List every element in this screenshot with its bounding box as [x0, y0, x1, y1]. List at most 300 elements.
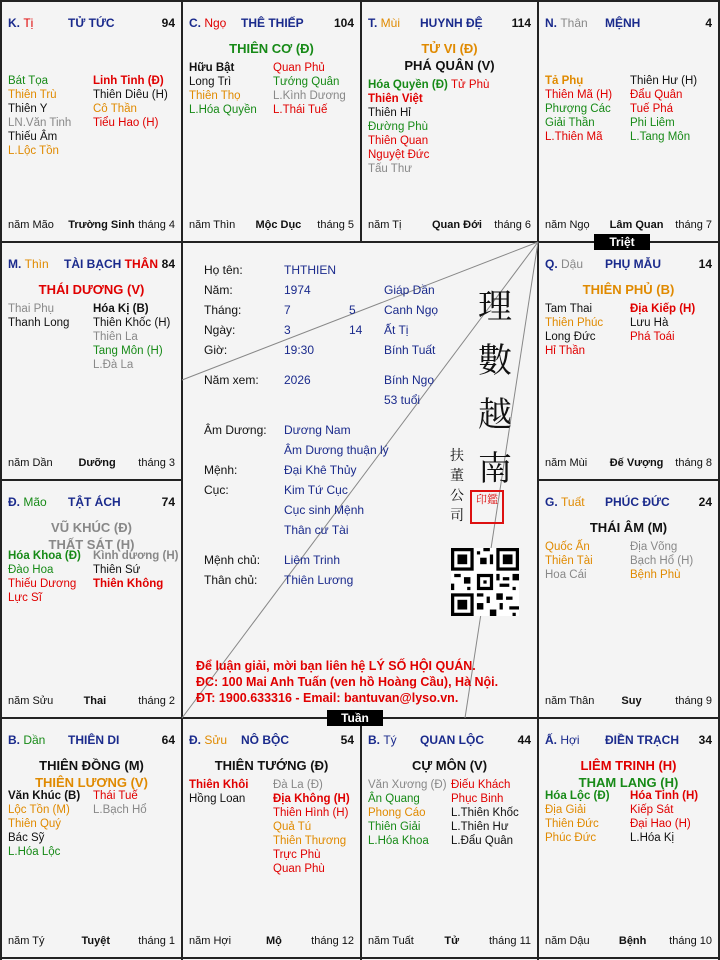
minor-star: Phượng Các: [545, 103, 611, 115]
main-star: THIÊN TƯỚNG (Đ): [214, 758, 329, 773]
palace-number: 34: [698, 733, 712, 747]
branch-prefix: B.: [368, 733, 384, 747]
minor-star: Giải Thần: [545, 117, 595, 129]
minor-star: L.Lộc Tồn: [8, 145, 59, 157]
minor-star: Thiên Thương: [273, 835, 347, 847]
palace-branch: [545, 257, 583, 271]
palace-year: năm Thân: [545, 695, 595, 707]
palace-number: 104: [333, 16, 354, 30]
palace-number: 84: [161, 257, 175, 271]
palace-stage: Mộ: [265, 935, 282, 947]
minor-star: Đào Hoa: [8, 564, 54, 576]
branch-name: Tuất: [561, 495, 585, 509]
palace-stage: Lâm Quan: [609, 219, 664, 231]
main-stars: [362, 757, 537, 774]
palace-stage: Bệnh: [618, 935, 647, 947]
minor-star: Thiên Hư (H): [630, 75, 698, 87]
main-star: TỬ VI (Đ): [421, 41, 478, 56]
minor-stars-right: [273, 778, 350, 876]
palace-name: NÔ BỘC: [241, 733, 289, 747]
palace-stage: Thai: [83, 695, 107, 707]
palace-year: năm Tị: [368, 219, 402, 231]
branch-name: Tý: [383, 733, 397, 747]
palace-month: tháng 2: [138, 695, 175, 707]
palace-name: MỆNH: [605, 16, 641, 30]
minor-star: Quả Tú: [273, 821, 312, 833]
minor-star: L.Hóa Quyền: [189, 104, 257, 116]
palace-month: tháng 10: [669, 935, 712, 947]
palace-name: QUAN LỘC: [420, 733, 484, 747]
minor-star: Ân Quang: [368, 793, 420, 805]
minor-star: Hóa Lộc (Đ): [545, 790, 610, 802]
main-star: THIÊN LƯƠNG (V): [35, 775, 148, 790]
palace-year: năm Mão: [8, 219, 54, 231]
minor-star: L.Thái Tuế: [273, 104, 328, 116]
minor-star: Cô Thần: [93, 103, 137, 115]
palace-number: 94: [161, 16, 175, 30]
minor-star: Địa Kiếp (H): [630, 303, 696, 315]
palace-footer: [189, 935, 354, 947]
branch-prefix: Ấ.: [545, 733, 561, 747]
branch-prefix: M.: [8, 257, 25, 271]
palace-branch: [8, 257, 49, 271]
palace-year: năm Sửu: [8, 695, 54, 707]
minor-star: Bệnh Phù: [630, 569, 681, 581]
minor-star: Bác Sỹ: [8, 832, 45, 844]
palace-number: 24: [698, 495, 712, 509]
minor-stars-right: [451, 78, 489, 92]
minor-star: Tấu Thư: [368, 163, 412, 175]
palace-stage: Tử: [444, 935, 460, 947]
year-label: Năm:: [204, 283, 233, 297]
palace-name: THÊ THIẾP: [241, 16, 304, 30]
minor-star: Bát Tọa: [8, 75, 49, 87]
month-label: Tháng:: [204, 303, 242, 317]
palace-hoi-bottom: [539, 719, 718, 957]
palace-footer: [8, 219, 175, 231]
palace-footer: [368, 219, 531, 231]
main-stars: [183, 757, 360, 774]
palace-number: 54: [340, 733, 354, 747]
minor-star: Thiếu Âm: [8, 131, 58, 143]
palace-mao-left: [2, 481, 181, 717]
minor-star: Văn Xương (Đ): [368, 779, 447, 791]
minor-star: Hóa Khoa (Đ): [8, 550, 81, 562]
branch-prefix: Đ.: [8, 495, 24, 509]
am-duong-1: Dương Nam: [284, 423, 351, 437]
main-stars: [183, 40, 360, 57]
minor-star: Quan Phủ: [273, 62, 325, 74]
palace-stage: Tuyệt: [81, 935, 111, 947]
minor-stars-left: [545, 789, 610, 845]
main-stars: [539, 757, 718, 791]
minor-star: Đẩu Quân: [630, 89, 683, 101]
minor-stars-right: [630, 302, 695, 344]
branch-name: Mùi: [380, 16, 401, 30]
palace-month: tháng 8: [675, 457, 712, 469]
minor-star: Lộc Tồn (M): [8, 804, 70, 816]
minor-stars-left: [189, 61, 257, 117]
minor-star: Linh Tinh (Đ): [93, 75, 164, 87]
minor-star: Hóa Quyền (Đ): [368, 79, 448, 91]
palace-mui-top: [362, 2, 537, 241]
minor-stars-right: [93, 549, 178, 591]
minor-star: L.Hóa Kị: [630, 832, 675, 844]
main-star: LIÊM TRINH (H): [580, 758, 677, 773]
palace-branch: [189, 16, 226, 30]
palace-footer: [368, 935, 531, 947]
minor-star: L.Đà La: [93, 359, 134, 371]
palace-name: THIÊN DI: [68, 733, 120, 747]
minor-star: Hồng Loan: [189, 793, 246, 805]
palace-branch: [8, 733, 45, 747]
minor-star: Thiên Khốc (H): [93, 317, 171, 329]
minor-star: Đường Phù: [368, 121, 428, 133]
palace-footer: [8, 457, 175, 469]
palace-month: tháng 4: [138, 219, 175, 231]
minor-star: Phá Toái: [630, 331, 675, 343]
palace-year: năm Tý: [8, 935, 45, 947]
main-star: VŨ KHÚC (Đ): [51, 520, 132, 535]
minor-stars-left: [545, 302, 603, 358]
minor-star: Trực Phù: [273, 849, 321, 861]
palace-footer: [545, 219, 712, 231]
palace-month: tháng 1: [138, 935, 175, 947]
logo-vertical-text: [470, 280, 520, 496]
branch-name: Dần: [23, 733, 46, 747]
hour-can-chi: Bính Tuất: [384, 343, 436, 357]
menh-chu-value: Liêm Trinh: [284, 553, 341, 567]
minor-star: Tang Môn (H): [93, 345, 163, 357]
minor-star: L.Hóa Lộc: [8, 846, 61, 858]
palace-month: tháng 9: [675, 695, 712, 707]
minor-star: Tử Phù: [451, 79, 490, 91]
branch-prefix: G.: [545, 495, 562, 509]
palace-ti-top: [2, 2, 181, 241]
main-star: THẤT SÁT (H): [48, 537, 135, 552]
minor-stars-left: [368, 778, 447, 848]
branch-prefix: B.: [8, 733, 24, 747]
minor-star: LN.Văn Tinh: [8, 117, 72, 129]
minor-stars-right: [93, 789, 147, 817]
minor-star: Nguyệt Đức: [368, 149, 430, 161]
palace-footer: [545, 935, 712, 947]
minor-star: L.Thiên Khốc: [451, 807, 519, 819]
contact-line-1: Để luận giải, mời bạn liên hệ LÝ SỐ HỘI QUÁN.: [196, 659, 476, 673]
main-star: THIÊN ĐỒNG (M): [39, 758, 144, 773]
minor-star: L.Thiên Hư: [451, 821, 509, 833]
year-value: 1974: [284, 283, 311, 297]
palace-number: 64: [161, 733, 175, 747]
branch-prefix: Đ.: [189, 733, 205, 747]
minor-star: Hữu Bật: [189, 62, 235, 74]
month-solar: 7: [284, 303, 291, 317]
palace-month: tháng 3: [138, 457, 175, 469]
branch-prefix: C.: [189, 16, 205, 30]
palace-stage: Đế Vượng: [609, 457, 664, 469]
minor-star: Thiên Quan: [368, 135, 429, 147]
minor-star: Thiên Sứ: [93, 564, 141, 576]
cuc-2: Cục sinh Mệnh: [284, 503, 365, 517]
palace-month: tháng 5: [317, 219, 354, 231]
minor-star: L.Kình Dương: [273, 90, 346, 102]
palace-stage: Quan Đới: [432, 219, 482, 231]
branch-name: Dậu: [561, 257, 584, 271]
minor-star: Kiếp Sát: [630, 804, 674, 816]
branch-name: Tị: [23, 16, 34, 30]
palace-name: ĐIỀN TRẠCH: [605, 733, 679, 747]
palace-footer: [545, 457, 712, 469]
minor-stars-left: [545, 540, 593, 582]
logo-char: 理: [478, 287, 512, 327]
branch-prefix: N.: [545, 16, 561, 30]
palace-footer: [8, 935, 175, 947]
minor-star: Quan Phù: [273, 863, 325, 875]
logo-small-char: 司: [450, 508, 464, 524]
minor-star: Thiên Quý: [8, 818, 62, 830]
main-stars: [539, 519, 718, 536]
day-label: Ngày:: [204, 323, 236, 337]
minor-stars-right: [630, 789, 698, 845]
minor-star: Thiên Tài: [545, 555, 593, 567]
menh-chu-label: Mệnh chủ:: [204, 553, 261, 567]
minor-star: Thiên Khôi: [189, 779, 249, 791]
minor-star: Đại Hao (H): [630, 818, 691, 830]
minor-star: L.Tang Môn: [630, 131, 691, 143]
branch-name: Mão: [23, 495, 47, 509]
palace-suu-bottom: [183, 719, 360, 957]
main-star: THÁI ÂM (M): [589, 520, 668, 535]
minor-star: Hóa Kị (B): [93, 303, 149, 315]
view-year-value: 2026: [284, 373, 311, 387]
minor-star: Thiên Trù: [8, 89, 57, 101]
minor-star: Thai Phụ: [8, 303, 55, 315]
minor-stars-right: [451, 778, 519, 848]
minor-star: L.Thiên Mã: [545, 131, 603, 143]
main-stars: [2, 519, 181, 553]
palace-year: năm Dần: [8, 457, 53, 469]
palace-dau-right: [539, 243, 718, 479]
palace-year: năm Mùi: [545, 457, 588, 469]
minor-star: Tướng Quân: [273, 76, 340, 88]
minor-star: Thái Tuế: [93, 790, 138, 802]
minor-star: Thiên Hỉ: [368, 107, 411, 119]
palace-month: tháng 12: [311, 935, 354, 947]
minor-star: Thiên Y: [8, 103, 48, 115]
palace-month: tháng 11: [488, 935, 531, 947]
branch-prefix: T.: [368, 16, 381, 30]
palace-year: năm Dậu: [545, 935, 590, 947]
am-duong-label: Âm Dương:: [204, 423, 267, 437]
minor-star: Địa Không (H): [273, 793, 350, 805]
palace-branch: [545, 495, 585, 509]
minor-star: L.Bạch Hổ: [93, 804, 147, 816]
menh-label: Mệnh:: [204, 463, 238, 477]
day-solar: 3: [284, 323, 291, 337]
logo-small-text: [450, 446, 468, 526]
palace-year: năm Ngọ: [545, 219, 590, 231]
cuc-3: Thân cư Tài: [284, 523, 349, 537]
palace-month: tháng 7: [675, 219, 712, 231]
palace-name: TẬT ÁCH: [68, 495, 121, 509]
minor-star: Địa Võng: [630, 541, 678, 553]
minor-star: L.Đẩu Quân: [451, 835, 514, 847]
minor-star: Thiên Việt: [368, 93, 423, 105]
minor-star: Lưu Hà: [630, 317, 669, 329]
minor-star: Thiên Mã (H): [545, 89, 613, 101]
minor-star: L.Hóa Khoa: [368, 835, 429, 847]
palace-name-extra: THÂN: [121, 257, 158, 271]
minor-star: Văn Khúc (B): [8, 790, 81, 802]
branch-name: Thìn: [24, 257, 49, 271]
main-stars: [362, 40, 537, 74]
minor-star: Tam Thai: [545, 303, 593, 315]
cuc-1: Kim Tứ Cục: [284, 483, 348, 497]
logo-small-char: 扶: [450, 448, 464, 464]
minor-star: Lực Sĩ: [8, 592, 42, 604]
minor-star: Bạch Hổ (H): [630, 555, 694, 567]
logo-small-char: 董: [450, 468, 464, 484]
palace-stage: Trường Sinh: [68, 219, 135, 231]
palace-number: 4: [705, 16, 712, 30]
palace-ngo-top: [183, 2, 360, 241]
palace-month: tháng 6: [494, 219, 531, 231]
name-value: THTHIEN: [284, 263, 336, 277]
palace-name: TỬ TỨC: [68, 16, 115, 30]
than-chu-label: Thân chủ:: [204, 573, 258, 587]
palace-stage: Dưỡng: [78, 457, 116, 469]
palace-dan-bottom: [2, 719, 181, 957]
palace-stage: Suy: [621, 695, 642, 707]
triet-marker: Triệt: [594, 234, 650, 250]
main-stars: [2, 757, 181, 791]
name-label: Họ tên:: [204, 263, 243, 277]
minor-stars-right: [273, 61, 346, 117]
minor-star: Quốc Ấn: [545, 541, 590, 553]
logo-char: 數: [478, 341, 512, 381]
palace-number: 74: [161, 495, 175, 509]
minor-stars-left: [368, 78, 448, 176]
minor-star: Thiên Hình (H): [273, 807, 349, 819]
palace-branch: [545, 16, 588, 30]
palace-name: PHÚC ĐỨC: [605, 495, 670, 509]
contact-line-3[interactable]: ĐT: 1900.633316 - Email: bantuvan@lyso.vn.: [196, 691, 459, 705]
palace-name: HUYNH ĐỆ: [420, 16, 483, 30]
minor-star: Địa Giải: [545, 804, 586, 816]
minor-star: Thiên Thọ: [189, 90, 241, 102]
tuan-marker: Tuần: [327, 710, 383, 726]
minor-star: Thiếu Dương: [8, 578, 77, 590]
palace-number: 44: [517, 733, 531, 747]
palace-ty-bottom: [362, 719, 537, 957]
minor-star: Thiên Không: [93, 578, 164, 590]
branch-prefix: Q.: [545, 257, 562, 271]
palace-year: năm Thìn: [189, 219, 236, 231]
palace-footer: [8, 695, 175, 707]
palace-than-top: [539, 2, 718, 241]
logo-char: 南: [478, 449, 512, 489]
view-year-can-chi: Bính Ngọ: [384, 373, 435, 387]
palace-name: TÀI BẠCH THÂN: [64, 257, 158, 271]
minor-star: Tả Phụ: [545, 75, 584, 87]
palace-branch: [368, 16, 400, 30]
minor-stars-left: [8, 302, 69, 330]
minor-star: Long Đức: [545, 331, 596, 343]
palace-number: 114: [511, 16, 531, 30]
branch-name: Thân: [560, 16, 588, 30]
palace-branch: [189, 733, 227, 747]
logo-small-char: 公: [450, 488, 464, 504]
minor-stars-left: [8, 74, 71, 158]
palace-year: năm Hợi: [189, 935, 232, 947]
minor-star: Phục Binh: [451, 793, 504, 805]
minor-star: Kình dương (H): [93, 550, 179, 562]
main-star: PHÁ QUÂN (V): [404, 58, 495, 73]
minor-stars-left: [8, 789, 80, 859]
main-star: THIÊN PHỦ (B): [582, 282, 675, 297]
palace-branch: [8, 495, 47, 509]
month-can-chi: Canh Ngọ: [384, 303, 439, 317]
main-star: THIÊN CƠ (Đ): [229, 41, 314, 56]
minor-stars-left: [8, 549, 81, 605]
minor-star: Hoa Cái: [545, 569, 587, 581]
minor-star: Phong Cáo: [368, 807, 426, 819]
year-can-chi: Giáp Dần: [384, 283, 435, 297]
minor-star: Long Trì: [189, 76, 232, 88]
hour-value: 19:30: [284, 343, 315, 357]
qr-code[interactable]: [451, 548, 519, 616]
main-stars: [539, 281, 718, 298]
minor-star: Tiểu Hao (H): [93, 117, 159, 129]
minor-stars-right: [630, 74, 697, 144]
palace-branch: [368, 733, 397, 747]
minor-star: Đà La (Đ): [273, 779, 323, 791]
logo-char: 越: [478, 395, 512, 435]
month-lunar: 5: [349, 303, 356, 317]
than-chu-value: Thiên Lương: [284, 573, 354, 587]
main-star: THAM LANG (H): [578, 775, 679, 790]
minor-star: Hóa Tinh (H): [630, 790, 699, 802]
minor-star: Thiên Giải: [368, 821, 421, 833]
am-duong-2: Âm Dương thuận lý: [284, 443, 389, 457]
palace-footer: [189, 219, 354, 231]
main-star: CỰ MÔN (V): [411, 758, 488, 773]
palace-name: PHỤ MẪU: [605, 257, 661, 271]
main-stars: [2, 281, 181, 298]
minor-stars-right: [630, 540, 693, 582]
day-lunar: 14: [349, 323, 363, 337]
branch-name: Ngọ: [204, 16, 227, 30]
view-year-label: Năm xem:: [204, 373, 259, 387]
branch-name: Hợi: [560, 733, 580, 747]
palace-thin-left: [2, 243, 181, 479]
minor-star: Điếu Khách: [451, 779, 511, 791]
menh-value: Đại Khê Thủy: [284, 463, 357, 477]
seal-stamp: 印鑑: [470, 490, 504, 524]
minor-star: Thiên Diêu (H): [93, 89, 168, 101]
minor-stars-left: [189, 778, 248, 806]
contact-line-2: ĐC: 100 Mai Anh Tuấn (ven hồ Hoàng Cầu), Hà Nội.: [196, 675, 499, 689]
minor-star: Thanh Long: [8, 317, 70, 329]
palace-tuat-right: [539, 481, 718, 717]
minor-star: Thiên Phúc: [545, 317, 604, 329]
main-star: THÁI DƯƠNG (V): [38, 282, 145, 297]
minor-star: Tuế Phá: [630, 103, 674, 115]
minor-stars-right: [93, 302, 170, 372]
minor-star: Phi Liêm: [630, 117, 675, 129]
palace-number: 14: [698, 257, 712, 271]
day-can-chi: Ất Tị: [384, 323, 409, 337]
